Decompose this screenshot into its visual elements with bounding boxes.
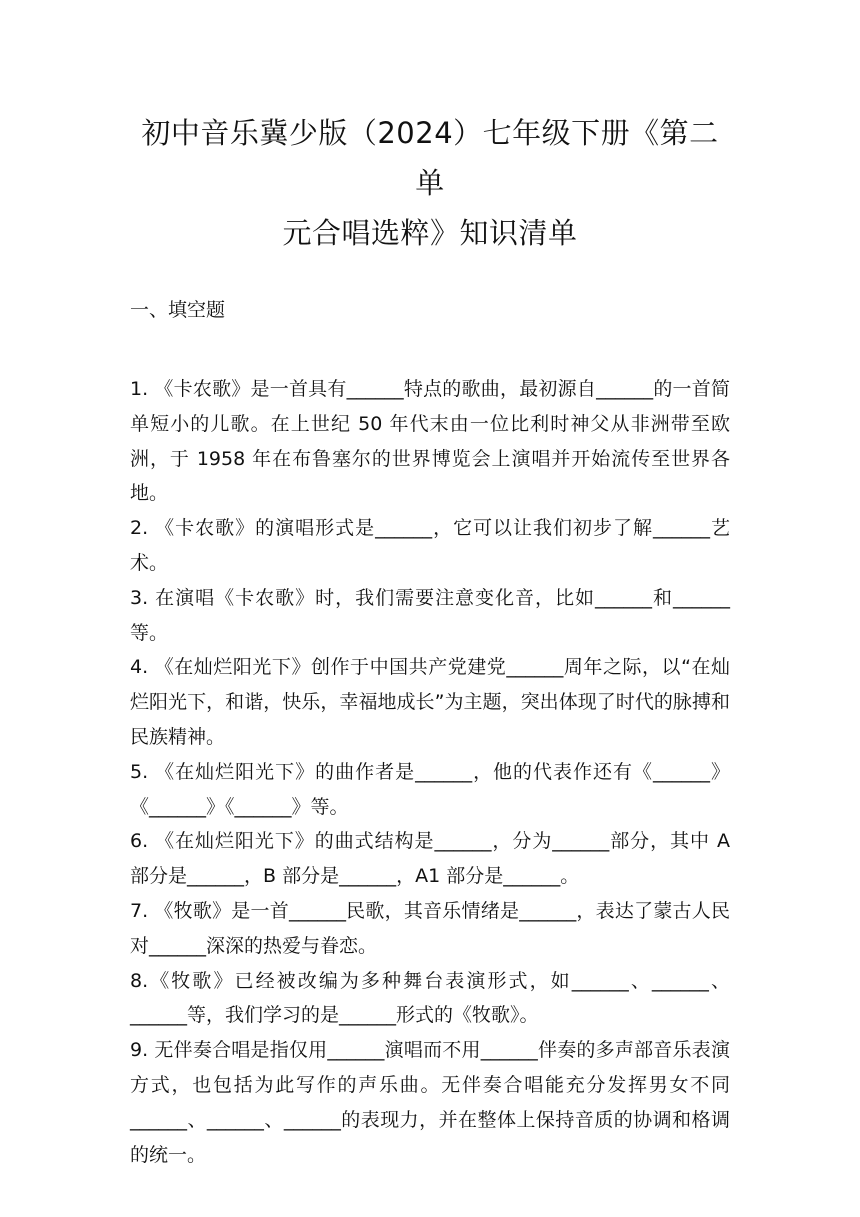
question-list bbox=[130, 372, 730, 1172]
question-item: 5. 《在灿烂阳光下》的曲作者是______，他的代表作还有《______》《______》《______》等。 bbox=[130, 760, 730, 818]
question-item: 9. 无伴奏合唱是指仅用______演唱而不用______伴奏的多声部音乐表演方式，也包括为此写作的声乐曲。无伴奏合唱能充分发挥男女不同______、______、______的表现力，并在整体上保持音质的协调和格调的统一。 bbox=[130, 1039, 730, 1166]
page-title bbox=[130, 0, 730, 258]
question-item: 8.《牧歌》已经被改编为多种舞台表演形式，如______、______、______等，我们学习的是______形式的《牧歌》。 bbox=[130, 969, 730, 1027]
question-item: 1. 《卡农歌》是一首具有______特点的歌曲，最初源自______的一首简单短小的儿歌。在上世纪 50 年代末由一位比利时神父从非洲带至欧洲，于 1958 年在布鲁塞尔的世界博览会上演唱并开始流传至世界各地。 bbox=[130, 378, 730, 505]
question-item: 3. 在演唱《卡农歌》时，我们需要注意变化音，比如______和______等。 bbox=[130, 586, 730, 644]
question-item: 7. 《牧歌》是一首______民歌，其音乐情绪是______，表达了蒙古人民对______深深的热爱与眷恋。 bbox=[130, 899, 730, 957]
title-line-2: 元合唱选粹》知识清单 bbox=[282, 216, 578, 250]
question-item: 2. 《卡农歌》的演唱形式是______，它可以让我们初步了解______艺术。 bbox=[130, 517, 730, 574]
title-line-1: 初中音乐冀少版（2024）七年级下册《第二单 bbox=[141, 116, 719, 200]
question-item: 6. 《在灿烂阳光下》的曲式结构是______，分为______部分，其中 A 部分是______，B 部分是______，A1 部分是______。 bbox=[130, 830, 730, 888]
question-item: 4. 《在灿烂阳光下》创作于中国共产党建党______周年之际，以“在灿烂阳光下，和谐，快乐，幸福地成长”为主题，突出体现了时代的脉搏和民族精神。 bbox=[130, 656, 730, 748]
section-heading: 一、填空题 bbox=[130, 299, 226, 321]
